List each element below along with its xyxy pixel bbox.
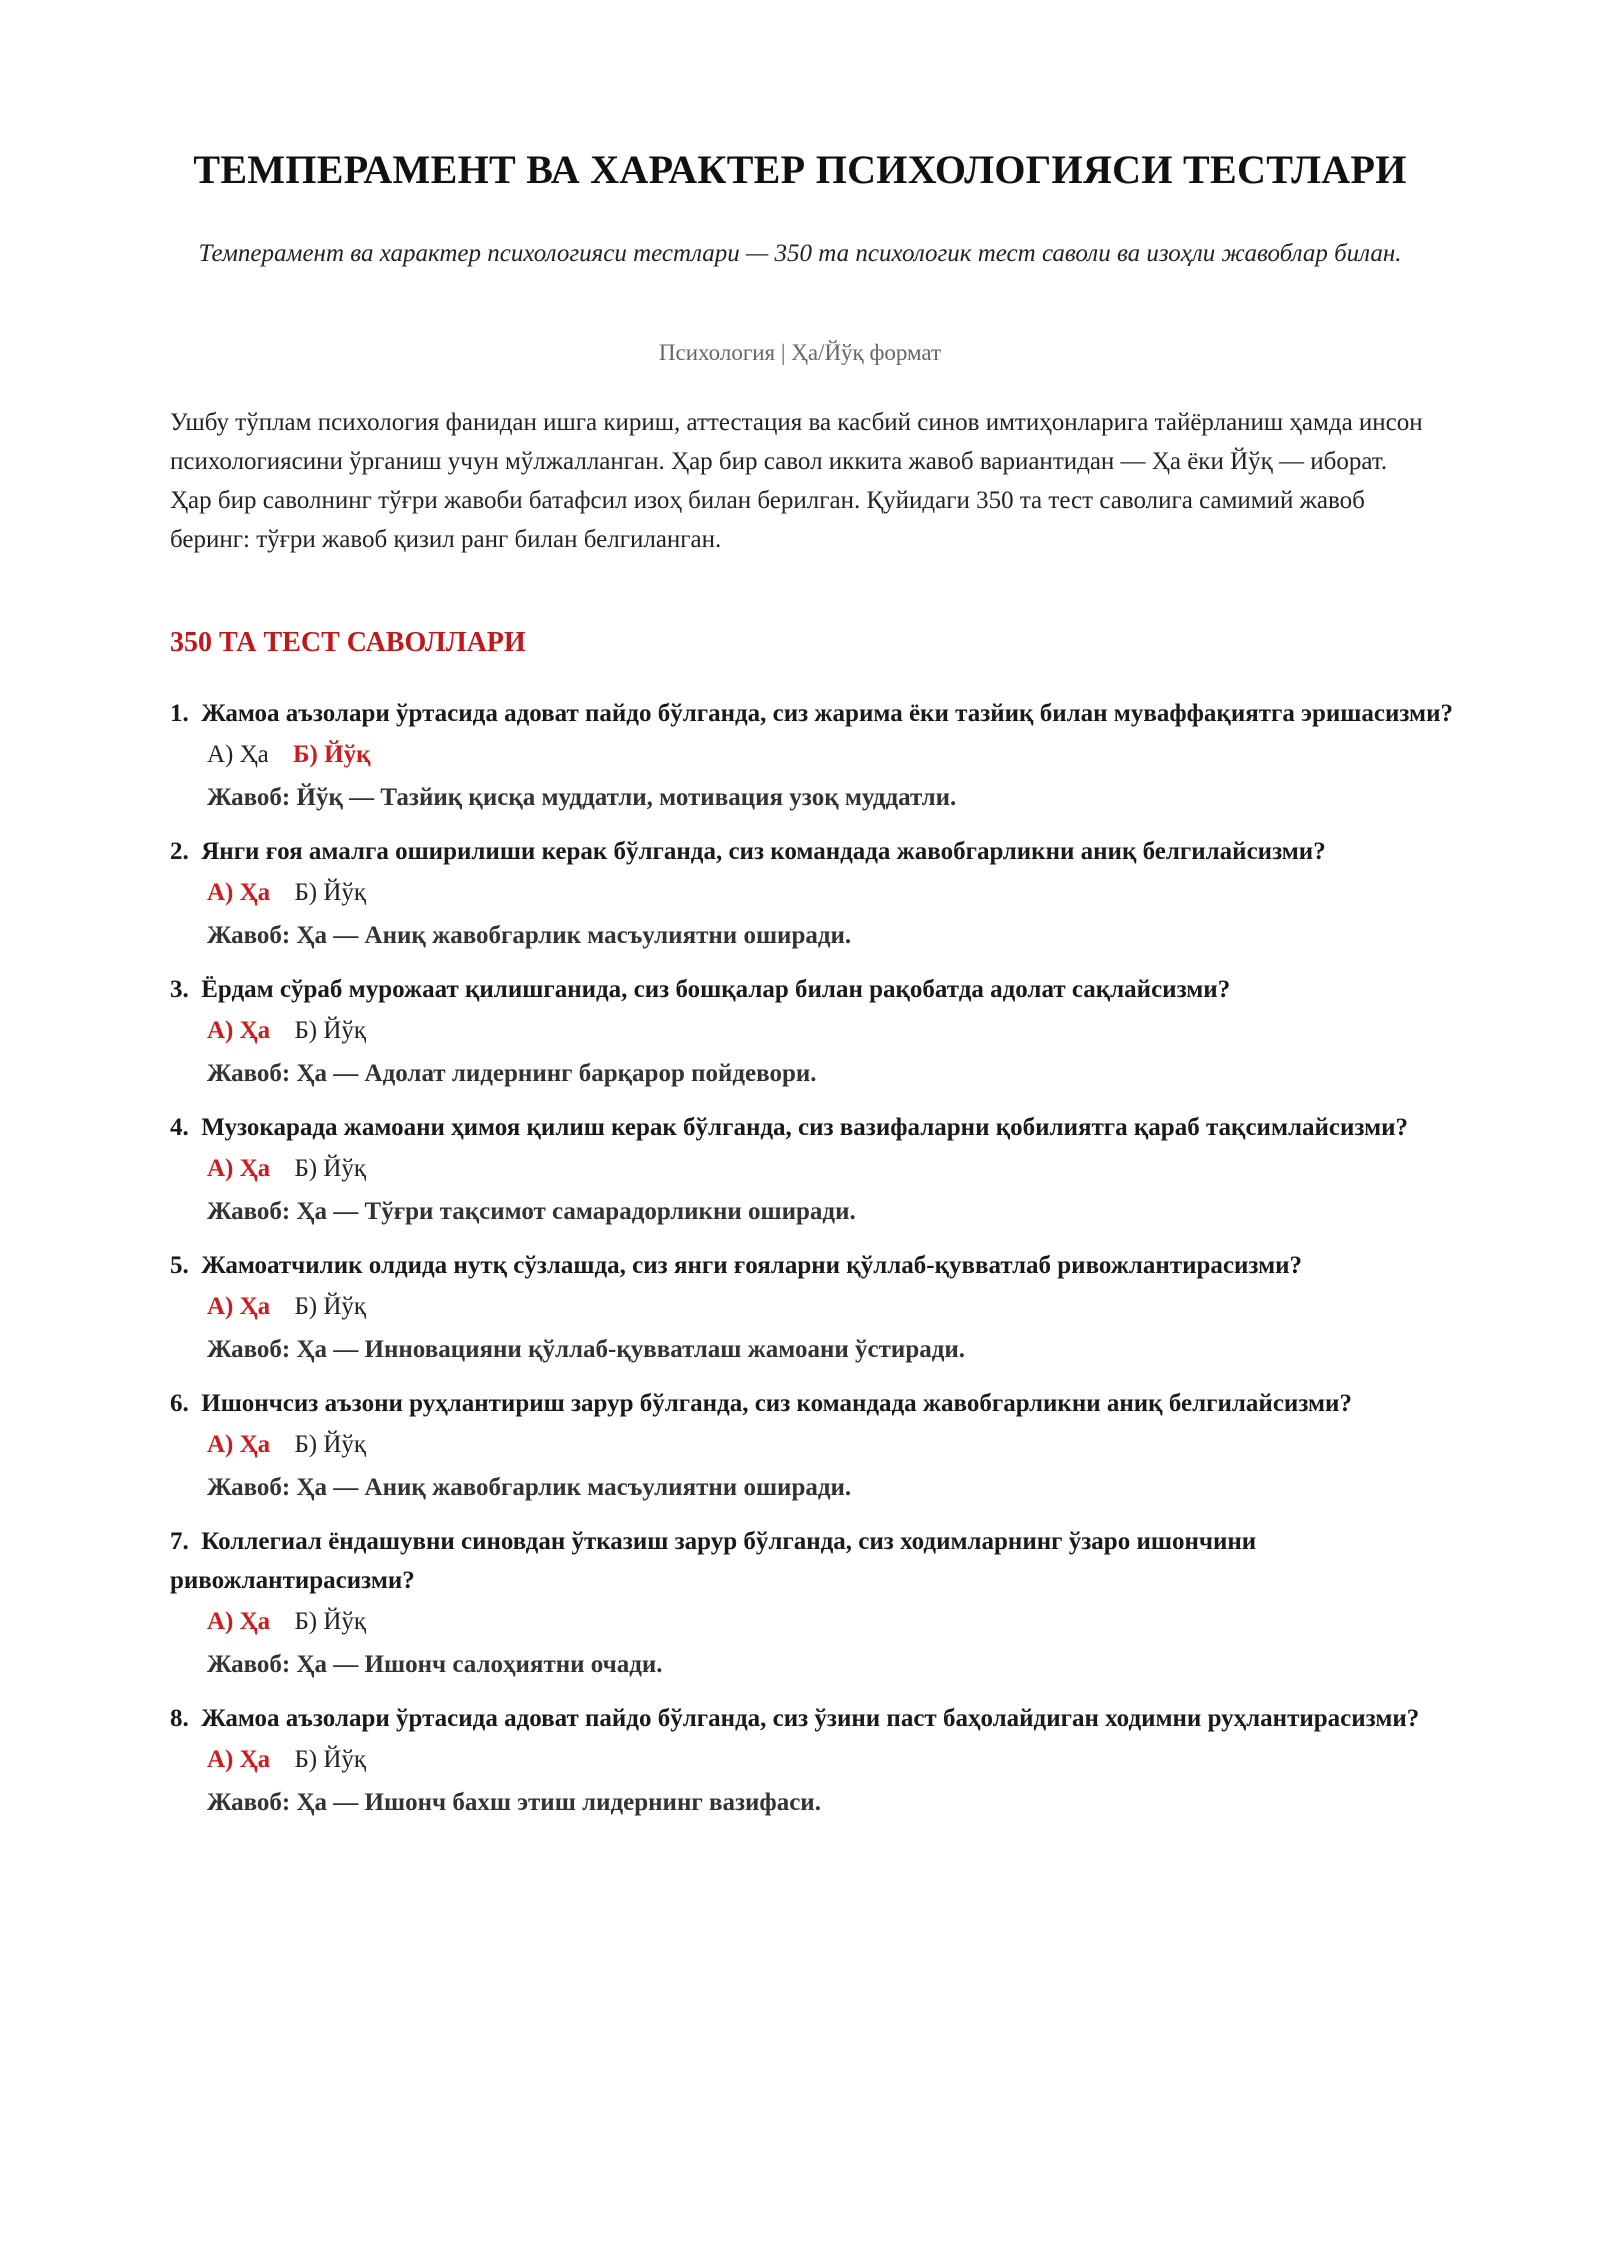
option-b: Б) Йўқ (294, 879, 367, 906)
section-heading: 350 ТА ТЕСТ САВОЛЛАРИ (170, 627, 526, 658)
answer-explanation: Жавоб: Ҳа — Аниқ жавобгарлик масъулиятни оширади. (207, 1474, 852, 1501)
answer-options (207, 735, 1470, 774)
questions-list (170, 694, 1470, 1837)
question-item (170, 1246, 1470, 1369)
question-text: 6. Ишончсиз аъзони руҳлантириш зарур бўлганда, сиз командада жавобгарликни аниқ белгилайсизми? (170, 1390, 1352, 1417)
option-a: А) Ҳа (207, 1293, 271, 1320)
question-text: 2. Янги ғоя амалга оширилиши керак бўлганда, сиз командада жавобгарликни аниқ белгилайсизми? (170, 838, 1326, 865)
page-title: ТЕМПЕРАМЕНТ ВА ХАРАКТЕР ПСИХОЛОГИЯСИ ТЕСТЛАРИ (193, 147, 1407, 192)
option-b: Б) Йўқ (294, 1155, 367, 1182)
question-text: 7. Коллегиал ёндашувни синовдан ўтказиш зарур бўлганда, сиз ходимларнинг ўзаро ишончини ривожлантирасизми? (170, 1528, 1257, 1594)
option-b: Б) Йўқ (294, 1293, 367, 1320)
option-a: А) Ҳа (207, 879, 271, 906)
answer-options (207, 1011, 1470, 1050)
option-b: Б) Йўқ (293, 741, 371, 768)
option-a: А) Ҳа (207, 1155, 271, 1182)
answer-explanation: Жавоб: Йўқ — Тазйиқ қисқа муддатли, мотивация узоқ муддатли. (207, 784, 957, 811)
option-a: А) Ҳа (207, 1431, 271, 1458)
answer-explanation: Жавоб: Ҳа — Адолат лидернинг барқарор пойдевори. (207, 1060, 817, 1087)
question-item (170, 694, 1470, 817)
category-meta: Психология | Ҳа/Йўқ формат (658, 340, 942, 365)
option-a: А) Ҳа (207, 741, 269, 768)
answer-explanation: Жавоб: Ҳа — Ишонч бахш этиш лидернинг вазифаси. (207, 1789, 821, 1816)
question-item (170, 1108, 1470, 1231)
answer-explanation: Жавоб: Ҳа — Тўғри тақсимот самарадорликни оширади. (207, 1198, 856, 1225)
option-a: А) Ҳа (207, 1608, 271, 1635)
question-text: 4. Музокарада жамоани ҳимоя қилиш керак бўлганда, сиз вазифаларни қобилиятга қараб тақсимлайсизми? (170, 1114, 1409, 1141)
question-text: 5. Жамоатчилик олдида нутқ сўзлашда, сиз янги ғояларни қўллаб-қувватлаб ривожлантирасизми? (170, 1252, 1303, 1279)
answer-explanation: Жавоб: Ҳа — Инновацияни қўллаб-қувватлаш жамоани ўстиради. (207, 1336, 966, 1363)
answer-options (207, 873, 1470, 912)
answer-options (207, 1425, 1470, 1464)
option-b: Б) Йўқ (294, 1608, 367, 1635)
question-text: 1. Жамоа аъзолари ўртасида адоват пайдо бўлганда, сиз жарима ёки тазйиқ билан муваффақиятга эришасизми? (170, 700, 1453, 727)
option-b: Б) Йўқ (294, 1746, 367, 1773)
option-b: Б) Йўқ (294, 1431, 367, 1458)
answer-options (207, 1602, 1470, 1641)
question-item (170, 970, 1470, 1093)
question-text: 3. Ёрдам сўраб мурожаат қилишганида, сиз бошқалар билан рақобатда адолат сақлайсизми? (170, 976, 1231, 1003)
option-a: А) Ҳа (207, 1017, 271, 1044)
option-b: Б) Йўқ (294, 1017, 367, 1044)
answer-explanation: Жавоб: Ҳа — Аниқ жавобгарлик масъулиятни оширади. (207, 922, 852, 949)
question-item (170, 1522, 1470, 1684)
page-subtitle: Темперамент ва характер психологияси тестлари — 350 та психологик тест саволи ва изоҳли жавоблар билан. (198, 240, 1402, 267)
question-item (170, 1699, 1470, 1822)
intro-paragraph: Ушбу тўплам психология фанидан ишга кириш, аттестация ва касбий синов имтиҳонларига тайёрланиш ҳамда инсон психологиясини ўрганиш учун мўлжалланган. Ҳар бир савол иккита жавоб вариантидан — Ҳа ёки Йўқ — иборат. Ҳар бир саволнинг тўғри жавоби батафсил изоҳ билан берилган. Қуйидаги 350 та тест саволига самимий жавоб беринг: тўғри жавоб қизил ранг билан белгиланган. (170, 409, 1423, 553)
option-a: А) Ҳа (207, 1746, 271, 1773)
question-text: 8. Жамоа аъзолари ўртасида адоват пайдо бўлганда, сиз ўзини паст баҳолайдиган ходимни руҳлантирасизми? (170, 1705, 1420, 1732)
question-item (170, 1384, 1470, 1507)
question-item (170, 832, 1470, 955)
answer-options (207, 1740, 1470, 1779)
answer-options (207, 1149, 1470, 1188)
answer-options (207, 1287, 1470, 1326)
answer-explanation: Жавоб: Ҳа — Ишонч салоҳиятни очади. (207, 1651, 663, 1678)
